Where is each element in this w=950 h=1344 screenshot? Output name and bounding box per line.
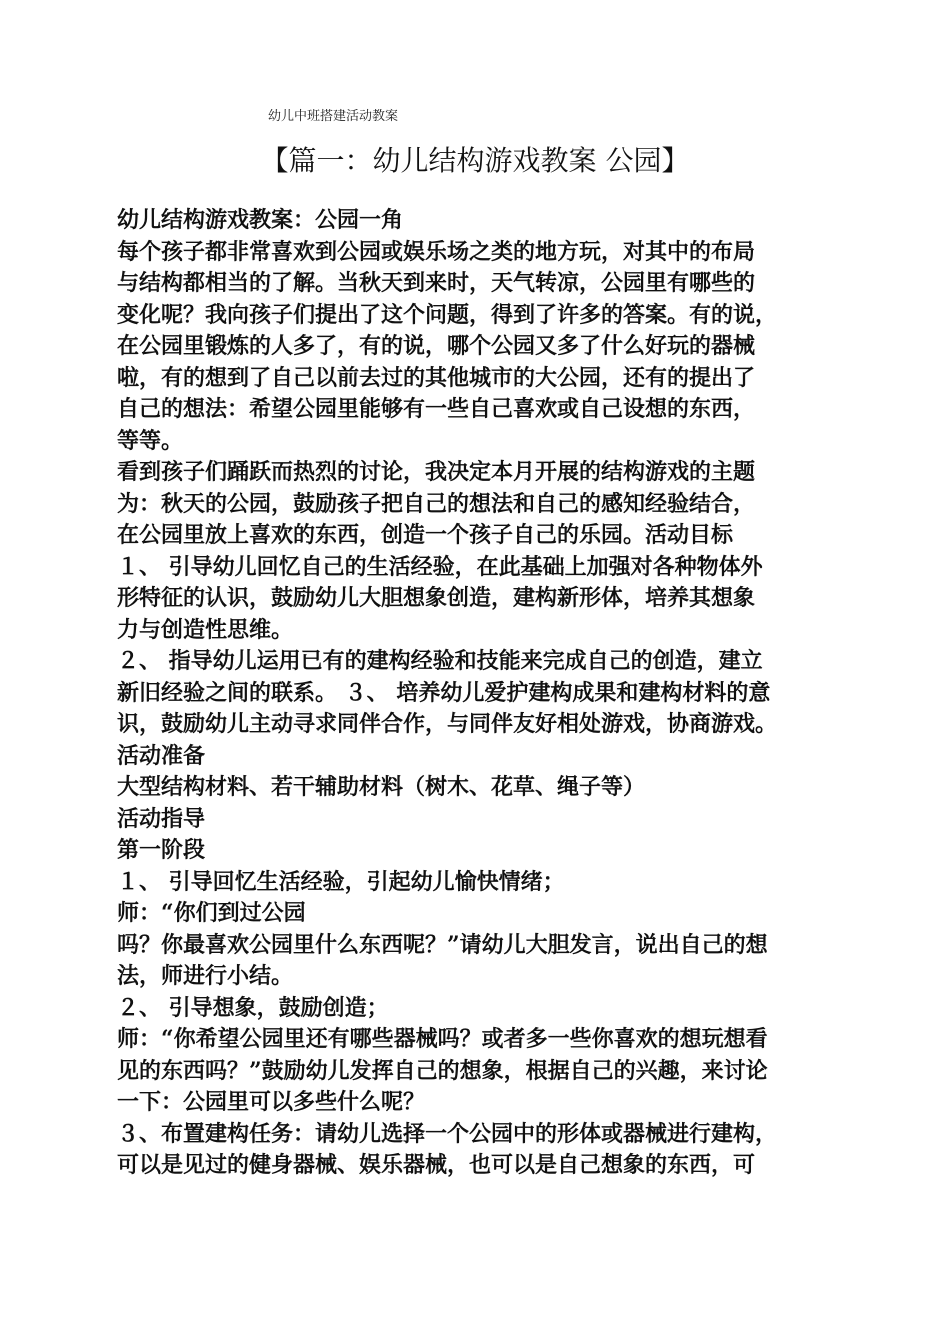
body-line: 为：秋天的公园，鼓励孩子把自己的想法和自己的感知经验结合， — [117, 490, 756, 517]
body-line: 一下：公园里可以多些什么呢？ — [117, 1089, 426, 1115]
body-line: 与结构都相当的了解。当秋天到来时，天气转凉，公园里有哪些的 — [117, 270, 756, 296]
body-line: 活动准备 — [117, 742, 206, 769]
body-line: 师：“你希望公园里还有哪些器械吗？或者多一些你喜欢的想玩想看 — [117, 1026, 768, 1052]
body-line: 在公园里放上喜欢的东西，创造一个孩子自己的乐园。活动目标 — [117, 522, 734, 548]
body-line: 看到孩子们踊跃而热烈的讨论，我决定本月开展的结构游戏的主题 — [117, 459, 756, 485]
body-line: ２、 引导想象，鼓励创造； — [117, 994, 389, 1021]
body-line: 活动指导 — [117, 805, 206, 832]
body-line: 识，鼓励幼儿主动寻求同伴合作，与同伴友好相处游戏，协商游戏。 — [117, 711, 778, 737]
body-line: 每个孩子都非常喜欢到公园或娱乐场之类的地方玩，对其中的布局 — [117, 238, 756, 265]
body-line: 第一阶段 — [117, 837, 206, 863]
document-body — [117, 205, 837, 1182]
body-line: 法，师进行小结。 — [117, 963, 294, 989]
body-line: 变化呢？我向孩子们提出了这个问题，得到了许多的答案。有的说， — [117, 301, 778, 328]
body-line: 吗？你最喜欢公园里什么东西呢？”请幼儿大胆发言，说出自己的想 — [117, 931, 768, 958]
body-line: １、 引导回忆生活经验，引起幼儿愉快情绪； — [117, 868, 565, 895]
running-header: 幼儿中班搭建活动教案 — [268, 109, 399, 124]
body-line: 师：“你们到过公园 — [117, 900, 306, 926]
body-line: １、 引导幼儿回忆自己的生活经验，在此基础上加强对各种物体外 — [117, 553, 763, 580]
body-line: 新旧经验之间的联系。 ３、 培养幼儿爱护建构成果和建构材料的意 — [117, 679, 771, 706]
body-line: 见的东西吗？”鼓励幼儿发挥自己的想象，根据自己的兴趣，来讨论 — [117, 1057, 768, 1084]
document-title: 【篇一：幼儿结构游戏教案 公园】 — [260, 144, 690, 177]
body-line: 形特征的认识，鼓励幼儿大胆想象创造，建构新形体，培养其想象 — [117, 585, 756, 611]
body-line: ３、布置建构任务：请幼儿选择一个公园中的形体或器械进行建构， — [117, 1120, 778, 1147]
body-line: 幼儿结构游戏教案：公园一角 — [117, 207, 404, 233]
body-line: 自己的想法：希望公园里能够有一些自己喜欢或自己设想的东西， — [117, 396, 756, 422]
body-line: 啦，有的想到了自己以前去过的其他城市的大公园，还有的提出了 — [117, 364, 756, 391]
body-line: 大型结构材料、若干辅助材料（树木、花草、绳子等） — [117, 774, 646, 800]
body-line: ２、 指导幼儿运用已有的建构经验和技能来完成自己的创造，建立 — [117, 648, 763, 674]
body-line: 在公园里锻炼的人多了，有的说，哪个公园又多了什么好玩的器械 — [117, 333, 756, 359]
body-line: 力与创造性思维。 — [117, 616, 294, 643]
body-line: 可以是见过的健身器械、娱乐器械，也可以是自己想象的东西，可 — [117, 1152, 756, 1178]
body-line: 等等。 — [117, 427, 184, 454]
